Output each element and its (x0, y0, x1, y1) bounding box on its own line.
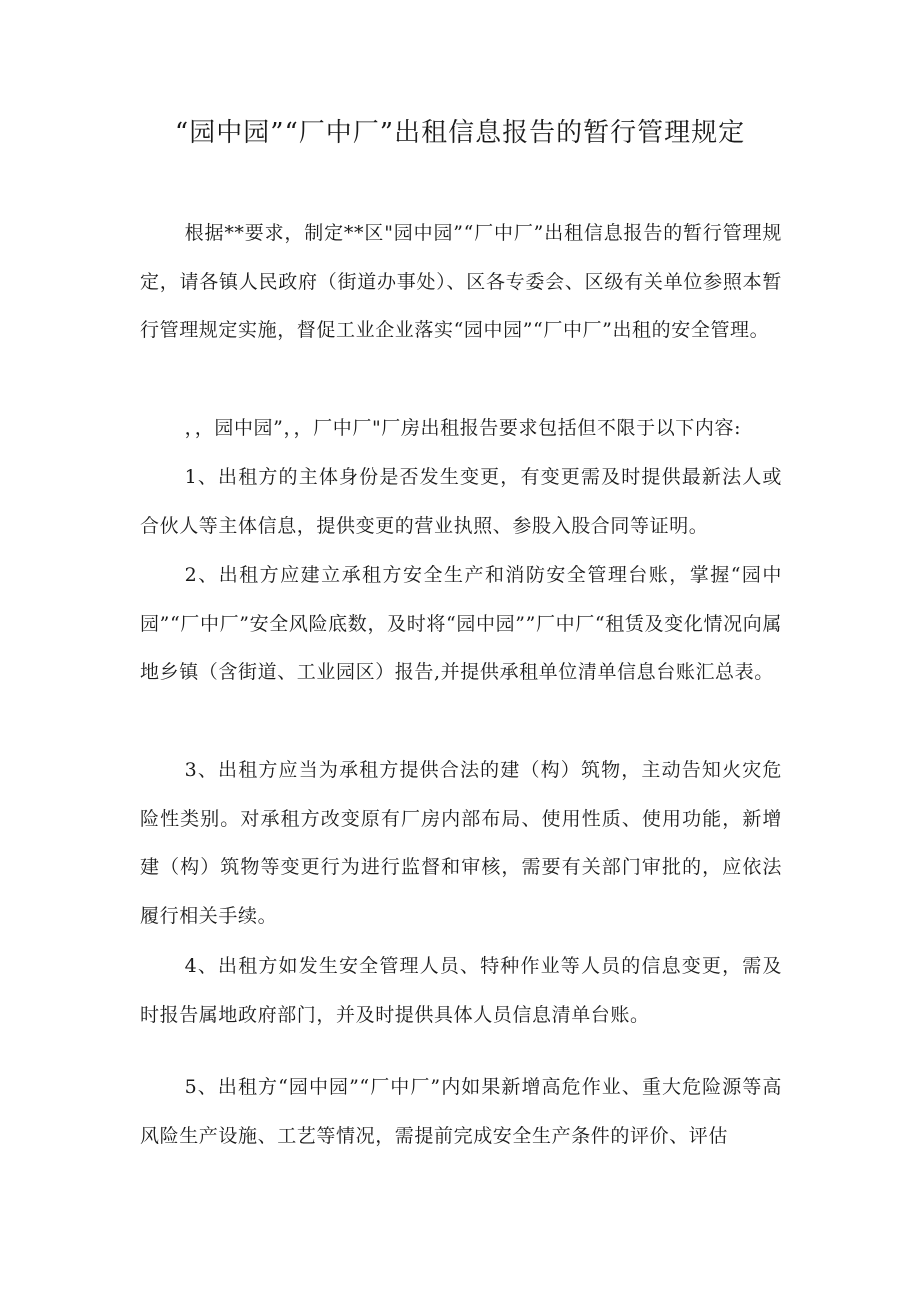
intro-paragraph: 根据**要求，制定**区"园中园”“厂中厂”出租信息报告的暂行管理规定，请各镇人民政府（街道办事处）、区各专委会、区级有关单位参照本暂行管理规定实施，督促工业企业落实“园中园”“厂中厂”出租的安全管理。 (140, 222, 782, 342)
requirement-item-2: 2、出租方应建立承租方安全生产和消防安全管理台账，掌握“园中园”“厂中厂”安全风险底数，及时将“园中园””厂中厂“租赁及变化情况向属地乡镇（含街道、工业园区）报告,并提供承租单位清单信息台账汇总表。 (140, 564, 782, 684)
requirements-heading: ，，园中园”，，厂中厂"厂房出租报告要求包括但不限于以下内容: (184, 417, 742, 439)
requirement-item-3: 3、出租方应当为承租方提供合法的建（构）筑物，主动告知火灾危险性类别。对承租方改变原有厂房内部布局、使用性质、使用功能，新增建（构）筑物等变更行为进行监督和审核，需要有关部门审批的，应依法履行相关手续。 (140, 759, 782, 928)
requirement-item-4: 4、出租方如发生安全管理人员、特种作业等人员的信息变更，需及时报告属地政府部门，并及时提供具体人员信息清单台账。 (140, 955, 782, 1026)
requirement-item-1: 1、出租方的主体身份是否发生变更，有变更需及时提供最新法人或合伙人等主体信息，提供变更的营业执照、参股入股合同等证明。 (140, 466, 782, 537)
document-title: “园中园”“厂中厂”出租信息报告的暂行管理规定 (174, 118, 746, 148)
requirement-item-5: 5、出租方“园中园”“厂中厂”内如果新增高危作业、重大危险源等高风险生产设施、工艺等情况，需提前完成安全生产条件的评价、评估 (140, 1076, 782, 1147)
